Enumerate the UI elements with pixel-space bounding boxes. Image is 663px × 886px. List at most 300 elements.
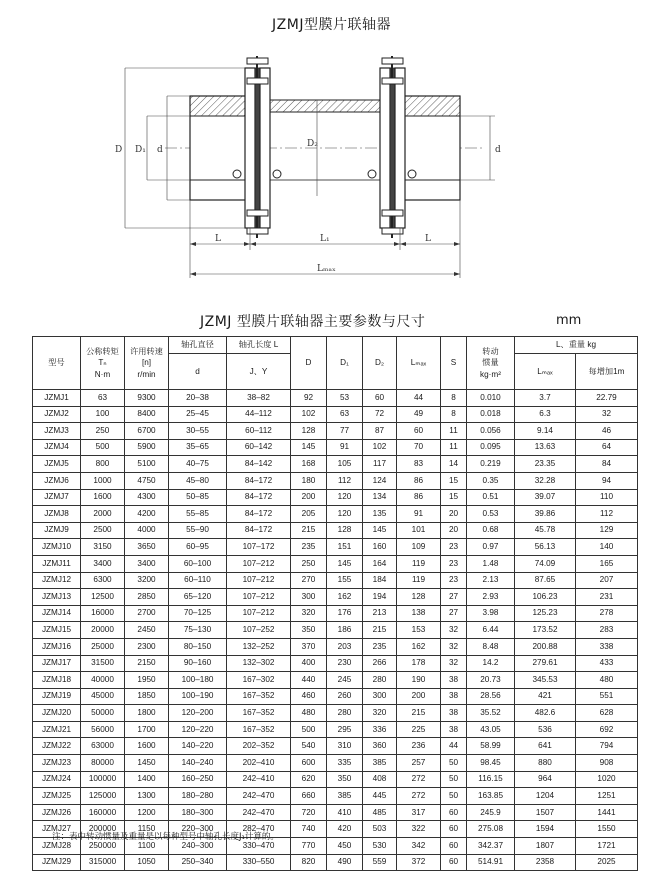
cell-Lmax: 236	[397, 738, 441, 755]
table-row	[33, 439, 638, 456]
cell-length: 132–302	[227, 655, 291, 672]
cell-D1: 162	[327, 589, 363, 606]
cell-speed: 1150	[125, 821, 169, 838]
table-title: JZMJ 型膜片联轴器主要参数与尺寸	[200, 314, 426, 330]
cell-weight-lmax: 2358	[515, 854, 576, 871]
cell-D: 200	[291, 489, 327, 506]
cell-S: 23	[441, 539, 467, 556]
cell-D: 500	[291, 721, 327, 738]
cell-torque: 50000	[81, 705, 125, 722]
cell-model: JZMJ9	[33, 522, 81, 539]
cell-Lmax: 49	[397, 406, 441, 423]
cell-length: 107–212	[227, 589, 291, 606]
cell-D1: 420	[327, 821, 363, 838]
header-length-sub: J、Y	[227, 354, 291, 390]
cell-weight-lmax: 6.3	[515, 406, 576, 423]
cell-weight-lmax: 200.88	[515, 638, 576, 655]
cell-weight-per-m: 1020	[576, 771, 638, 788]
cell-speed: 2450	[125, 622, 169, 639]
cell-model: JZMJ2	[33, 406, 81, 423]
cell-model: JZMJ8	[33, 506, 81, 523]
table-body	[33, 390, 638, 871]
cell-D2: 134	[363, 489, 397, 506]
cell-D2: 145	[363, 522, 397, 539]
dim-L1: L₁	[320, 234, 330, 244]
cell-inertia: 2.13	[467, 572, 515, 589]
cell-weight-lmax: 173.52	[515, 622, 576, 639]
cell-Lmax: 138	[397, 605, 441, 622]
cell-speed: 2300	[125, 638, 169, 655]
dim-Lmax: Lₘₐₓ	[317, 264, 336, 274]
cell-S: 23	[441, 555, 467, 572]
cell-length: 242–470	[227, 788, 291, 805]
cell-speed: 2850	[125, 589, 169, 606]
cell-weight-lmax: 345.53	[515, 672, 576, 689]
cell-D2: 445	[363, 788, 397, 805]
cell-Lmax: 225	[397, 721, 441, 738]
cell-weight-lmax: 13.63	[515, 439, 576, 456]
cell-model: JZMJ20	[33, 705, 81, 722]
header-speed-label: 许用转速	[130, 347, 163, 357]
cell-model: JZMJ13	[33, 589, 81, 606]
header-speed-unit: r/min	[137, 369, 156, 379]
cell-model: JZMJ10	[33, 539, 81, 556]
cell-Lmax: 372	[397, 854, 441, 871]
cell-length: 282–470	[227, 821, 291, 838]
table-row	[33, 771, 638, 788]
cell-weight-per-m: 283	[576, 622, 638, 639]
cell-torque: 16000	[81, 605, 125, 622]
cell-weight-lmax: 74.09	[515, 555, 576, 572]
header-Lmax: Lₘₐₓ	[397, 337, 441, 390]
cell-weight-lmax: 56.13	[515, 539, 576, 556]
cell-weight-per-m: 32	[576, 406, 638, 423]
cell-inertia: 98.45	[467, 755, 515, 772]
cell-S: 15	[441, 489, 467, 506]
cell-D: 720	[291, 804, 327, 821]
cell-torque: 40000	[81, 672, 125, 689]
cell-S: 60	[441, 838, 467, 855]
cell-D: 540	[291, 738, 327, 755]
cell-torque: 250000	[81, 838, 125, 855]
cell-D1: 385	[327, 788, 363, 805]
cell-speed: 4750	[125, 472, 169, 489]
cell-bore: 220–300	[169, 821, 227, 838]
cell-inertia: 0.35	[467, 472, 515, 489]
cell-weight-per-m: 94	[576, 472, 638, 489]
cell-S: 32	[441, 638, 467, 655]
cell-D2: 215	[363, 622, 397, 639]
cell-D1: 280	[327, 705, 363, 722]
table-row	[33, 854, 638, 871]
cell-D2: 117	[363, 456, 397, 473]
cell-bore: 120–200	[169, 705, 227, 722]
cell-speed: 1800	[125, 705, 169, 722]
cell-D2: 385	[363, 755, 397, 772]
cell-length: 202–410	[227, 755, 291, 772]
cell-torque: 25000	[81, 638, 125, 655]
cell-length: 84–172	[227, 472, 291, 489]
cell-D: 235	[291, 539, 327, 556]
cell-model: JZMJ29	[33, 854, 81, 871]
cell-torque: 800	[81, 456, 125, 473]
cell-model: JZMJ7	[33, 489, 81, 506]
cell-Lmax: 60	[397, 423, 441, 440]
cell-inertia: 342.37	[467, 838, 515, 855]
cell-D: 168	[291, 456, 327, 473]
cell-D1: 112	[327, 472, 363, 489]
cell-model: JZMJ26	[33, 804, 81, 821]
cell-weight-per-m: 1550	[576, 821, 638, 838]
cell-model: JZMJ5	[33, 456, 81, 473]
cell-speed: 1200	[125, 804, 169, 821]
cell-D1: 490	[327, 854, 363, 871]
cell-Lmax: 342	[397, 838, 441, 855]
cell-D1: 53	[327, 390, 363, 407]
cell-inertia: 514.91	[467, 854, 515, 871]
cell-weight-lmax: 1807	[515, 838, 576, 855]
cell-D1: 155	[327, 572, 363, 589]
cell-torque: 63000	[81, 738, 125, 755]
cell-D1: 310	[327, 738, 363, 755]
cell-length: 202–352	[227, 738, 291, 755]
cell-model: JZMJ27	[33, 821, 81, 838]
cell-S: 14	[441, 456, 467, 473]
cell-S: 50	[441, 771, 467, 788]
cell-S: 50	[441, 788, 467, 805]
cell-speed: 5100	[125, 456, 169, 473]
cell-weight-per-m: 165	[576, 555, 638, 572]
cell-weight-per-m: 433	[576, 655, 638, 672]
cell-S: 8	[441, 406, 467, 423]
cell-Lmax: 317	[397, 804, 441, 821]
cell-Lmax: 178	[397, 655, 441, 672]
cell-D: 480	[291, 705, 327, 722]
cell-speed: 4300	[125, 489, 169, 506]
cell-speed: 1450	[125, 755, 169, 772]
cell-D1: 245	[327, 672, 363, 689]
cell-weight-per-m: 794	[576, 738, 638, 755]
cell-weight-lmax: 3.7	[515, 390, 576, 407]
cell-weight-per-m: 628	[576, 705, 638, 722]
cell-model: JZMJ19	[33, 688, 81, 705]
cell-Lmax: 215	[397, 705, 441, 722]
cell-Lmax: 272	[397, 788, 441, 805]
cell-inertia: 0.219	[467, 456, 515, 473]
cell-D2: 503	[363, 821, 397, 838]
cell-Lmax: 153	[397, 622, 441, 639]
header-inertia	[467, 337, 515, 390]
header-weight-per-m: 每增加1m	[576, 354, 638, 390]
cell-Lmax: 91	[397, 506, 441, 523]
header-model: 型号	[33, 337, 81, 390]
cell-D: 350	[291, 622, 327, 639]
cell-weight-per-m: 207	[576, 572, 638, 589]
cell-Lmax: 162	[397, 638, 441, 655]
header-torque-symbol: Tₙ	[98, 358, 107, 368]
cell-inertia: 8.48	[467, 638, 515, 655]
cell-D: 270	[291, 572, 327, 589]
cell-length: 107–252	[227, 622, 291, 639]
cell-inertia: 3.98	[467, 605, 515, 622]
cell-speed: 3400	[125, 555, 169, 572]
table-row	[33, 539, 638, 556]
header-D: D	[291, 337, 327, 390]
cell-inertia: 43.05	[467, 721, 515, 738]
header-weight-lmax: Lₘₐₓ	[515, 354, 576, 390]
header-speed	[125, 337, 169, 390]
cell-speed: 2150	[125, 655, 169, 672]
cell-D: 440	[291, 672, 327, 689]
table-row	[33, 506, 638, 523]
cell-length: 132–252	[227, 638, 291, 655]
cell-Lmax: 200	[397, 688, 441, 705]
cell-Lmax: 86	[397, 472, 441, 489]
cell-weight-lmax: 421	[515, 688, 576, 705]
table-row	[33, 555, 638, 572]
cell-D2: 213	[363, 605, 397, 622]
header-S: S	[441, 337, 467, 390]
header-torque-unit: N·m	[94, 369, 111, 379]
cell-weight-per-m: 140	[576, 539, 638, 556]
cell-bore: 140–220	[169, 738, 227, 755]
cell-weight-lmax: 9.14	[515, 423, 576, 440]
cell-speed: 8400	[125, 406, 169, 423]
cell-D1: 203	[327, 638, 363, 655]
cell-weight-per-m: 22.79	[576, 390, 638, 407]
cell-model: JZMJ3	[33, 423, 81, 440]
table-row	[33, 423, 638, 440]
cell-bore: 160–250	[169, 771, 227, 788]
cell-D: 600	[291, 755, 327, 772]
dim-L-left: L	[215, 234, 221, 244]
cell-length: 330–550	[227, 854, 291, 871]
cell-S: 38	[441, 705, 467, 722]
cell-weight-per-m: 110	[576, 489, 638, 506]
cell-weight-lmax: 880	[515, 755, 576, 772]
cell-weight-per-m: 692	[576, 721, 638, 738]
cell-weight-per-m: 64	[576, 439, 638, 456]
cell-length: 44–112	[227, 406, 291, 423]
cell-D2: 300	[363, 688, 397, 705]
cell-bore: 45–80	[169, 472, 227, 489]
cell-model: JZMJ25	[33, 788, 81, 805]
table-row	[33, 755, 638, 772]
cell-length: 107–212	[227, 555, 291, 572]
cell-Lmax: 109	[397, 539, 441, 556]
dim-L-right: L	[425, 234, 431, 244]
header-bore: 轴孔直径	[169, 337, 227, 354]
cell-S: 23	[441, 572, 467, 589]
cell-length: 167–352	[227, 688, 291, 705]
cell-D2: 408	[363, 771, 397, 788]
cell-D2: 160	[363, 539, 397, 556]
cell-speed: 4000	[125, 522, 169, 539]
spacer-tube	[270, 100, 380, 180]
cell-weight-lmax: 23.35	[515, 456, 576, 473]
header-inertia-label2: 惯量	[482, 358, 499, 368]
header-length: 轴孔长度 L	[227, 337, 291, 354]
cell-S: 50	[441, 755, 467, 772]
cell-D1: 77	[327, 423, 363, 440]
cell-speed: 1700	[125, 721, 169, 738]
cell-weight-per-m: 1251	[576, 788, 638, 805]
cell-D1: 176	[327, 605, 363, 622]
cell-inertia: 28.56	[467, 688, 515, 705]
right-hub	[400, 96, 460, 200]
cell-bore: 240–300	[169, 838, 227, 855]
cell-D2: 102	[363, 439, 397, 456]
cell-bore: 25–45	[169, 406, 227, 423]
cell-weight-per-m: 278	[576, 605, 638, 622]
cell-bore: 80–150	[169, 638, 227, 655]
cell-S: 8	[441, 390, 467, 407]
cell-weight-per-m: 480	[576, 672, 638, 689]
cell-D2: 360	[363, 738, 397, 755]
cell-D2: 135	[363, 506, 397, 523]
cell-inertia: 0.53	[467, 506, 515, 523]
cell-bore: 180–280	[169, 788, 227, 805]
cell-inertia: 0.018	[467, 406, 515, 423]
cell-D1: 260	[327, 688, 363, 705]
cell-torque: 200000	[81, 821, 125, 838]
cell-model: JZMJ4	[33, 439, 81, 456]
cell-S: 20	[441, 506, 467, 523]
cell-D1: 410	[327, 804, 363, 821]
cell-torque: 1600	[81, 489, 125, 506]
cell-D2: 60	[363, 390, 397, 407]
cell-D: 102	[291, 406, 327, 423]
cell-torque: 1000	[81, 472, 125, 489]
cell-model: JZMJ23	[33, 755, 81, 772]
cell-weight-per-m: 1441	[576, 804, 638, 821]
cell-S: 27	[441, 605, 467, 622]
cell-length: 242–410	[227, 771, 291, 788]
cell-speed: 3650	[125, 539, 169, 556]
table-row	[33, 688, 638, 705]
parameter-table	[32, 336, 638, 871]
cell-torque: 45000	[81, 688, 125, 705]
cell-weight-per-m: 2025	[576, 854, 638, 871]
cell-S: 60	[441, 854, 467, 871]
table-row	[33, 589, 638, 606]
cell-length: 107–212	[227, 572, 291, 589]
cell-Lmax: 190	[397, 672, 441, 689]
cell-D: 460	[291, 688, 327, 705]
cell-Lmax: 257	[397, 755, 441, 772]
cell-torque: 80000	[81, 755, 125, 772]
cell-S: 44	[441, 738, 467, 755]
cell-D: 205	[291, 506, 327, 523]
cell-D: 215	[291, 522, 327, 539]
table-row	[33, 788, 638, 805]
cell-model: JZMJ24	[33, 771, 81, 788]
table-row	[33, 738, 638, 755]
cell-speed: 5900	[125, 439, 169, 456]
cell-length: 242–470	[227, 804, 291, 821]
cell-torque: 31500	[81, 655, 125, 672]
cell-inertia: 58.99	[467, 738, 515, 755]
cell-weight-lmax: 87.65	[515, 572, 576, 589]
cell-bore: 55–90	[169, 522, 227, 539]
header-D1: D₁	[327, 337, 363, 390]
cell-length: 167–352	[227, 705, 291, 722]
dim-D1: D₁	[135, 145, 146, 155]
cell-bore: 60–95	[169, 539, 227, 556]
cell-torque: 100	[81, 406, 125, 423]
cell-D2: 235	[363, 638, 397, 655]
table-row	[33, 456, 638, 473]
cell-length: 60–142	[227, 439, 291, 456]
cell-Lmax: 86	[397, 489, 441, 506]
cell-speed: 6700	[125, 423, 169, 440]
cell-S: 38	[441, 672, 467, 689]
cell-D: 820	[291, 854, 327, 871]
cell-length: 84–172	[227, 506, 291, 523]
cell-S: 38	[441, 721, 467, 738]
cell-D1: 91	[327, 439, 363, 456]
cell-speed: 2700	[125, 605, 169, 622]
cell-bore: 60–110	[169, 572, 227, 589]
cell-weight-per-m: 84	[576, 456, 638, 473]
cell-D2: 194	[363, 589, 397, 606]
cell-length: 38–82	[227, 390, 291, 407]
cell-bore: 70–125	[169, 605, 227, 622]
cell-Lmax: 128	[397, 589, 441, 606]
cell-model: JZMJ12	[33, 572, 81, 589]
cell-torque: 2000	[81, 506, 125, 523]
cell-bore: 60–100	[169, 555, 227, 572]
cell-speed: 1400	[125, 771, 169, 788]
table-row	[33, 489, 638, 506]
cell-D: 128	[291, 423, 327, 440]
cell-D: 740	[291, 821, 327, 838]
cell-torque: 63	[81, 390, 125, 407]
cell-D1: 151	[327, 539, 363, 556]
cell-Lmax: 83	[397, 456, 441, 473]
cell-D1: 145	[327, 555, 363, 572]
cell-torque: 3400	[81, 555, 125, 572]
cell-length: 60–112	[227, 423, 291, 440]
cell-model: JZMJ21	[33, 721, 81, 738]
cell-torque: 3150	[81, 539, 125, 556]
cell-bore: 250–340	[169, 854, 227, 871]
cell-model: JZMJ15	[33, 622, 81, 639]
header-D2: D₂	[363, 337, 397, 390]
cell-torque: 12500	[81, 589, 125, 606]
cell-D: 370	[291, 638, 327, 655]
cell-bore: 140–240	[169, 755, 227, 772]
cell-D: 145	[291, 439, 327, 456]
cell-D1: 128	[327, 522, 363, 539]
table-row	[33, 406, 638, 423]
cell-Lmax: 70	[397, 439, 441, 456]
cell-torque: 250	[81, 423, 125, 440]
cell-D2: 320	[363, 705, 397, 722]
cell-D2: 266	[363, 655, 397, 672]
cell-D1: 450	[327, 838, 363, 855]
cell-S: 60	[441, 821, 467, 838]
cell-torque: 315000	[81, 854, 125, 871]
header-torque	[81, 337, 125, 390]
cell-D2: 336	[363, 721, 397, 738]
cell-D2: 559	[363, 854, 397, 871]
header-inertia-unit: kg·m²	[480, 369, 501, 379]
table-row	[33, 721, 638, 738]
table-row	[33, 472, 638, 489]
cell-Lmax: 44	[397, 390, 441, 407]
cell-bore: 65–120	[169, 589, 227, 606]
